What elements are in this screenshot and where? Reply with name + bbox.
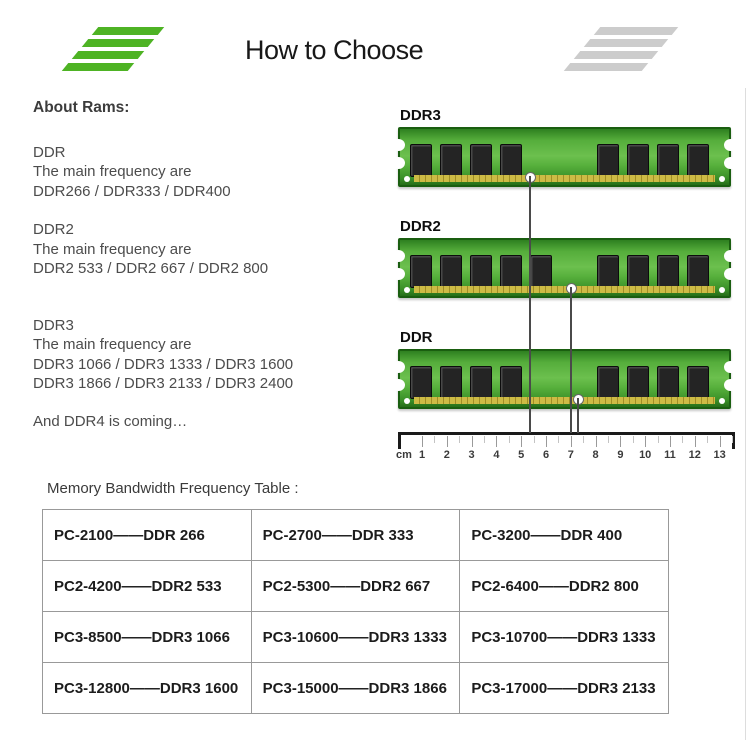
memory-chip	[657, 144, 679, 177]
module-label: DDR	[400, 329, 433, 346]
about-rams-section	[33, 98, 393, 431]
ruler-label: 11	[664, 449, 676, 461]
edge-notch-left	[392, 379, 405, 391]
table-cell: PC3-8500——DDR3 1066	[43, 612, 252, 663]
table-caption: Memory Bandwidth Frequency Table :	[47, 480, 299, 497]
ruler-label: 1	[418, 449, 426, 461]
ram-module-ddr2	[398, 218, 731, 298]
edge-notch-left	[392, 250, 405, 262]
memory-chip	[597, 144, 619, 177]
memory-chip	[470, 144, 492, 177]
memory-chip	[500, 366, 522, 399]
memory-chip	[410, 255, 432, 288]
ruler-tick	[484, 436, 485, 443]
ruler-label: cm	[396, 449, 412, 461]
table-cell: PC-2700——DDR 333	[251, 510, 460, 561]
ruler-tick	[534, 436, 535, 443]
text-line: DDR2 533 / DDR2 667 / DDR2 800	[33, 260, 269, 277]
ruler-tick	[645, 436, 646, 447]
memory-chip	[440, 366, 462, 399]
ruler-tick	[472, 436, 473, 447]
ruler-label: 5	[518, 449, 525, 461]
edge-notch-right	[724, 268, 737, 280]
text-line: The main frequency are	[33, 336, 192, 353]
edge-notch-right	[724, 379, 737, 391]
ruler-tick	[459, 436, 460, 443]
table-cell: PC-3200——DDR 400	[460, 510, 669, 561]
ruler-label: 7	[567, 449, 574, 461]
table-row	[43, 663, 669, 714]
table-cell: PC3-10700——DDR3 1333	[460, 612, 669, 663]
ruler-tick	[658, 436, 659, 443]
gold-contacts	[414, 175, 715, 182]
ruler-tick	[583, 436, 584, 443]
ruler-tick	[521, 436, 522, 447]
memory-chip	[657, 366, 679, 399]
text-line: The main frequency are	[33, 240, 192, 258]
ruler-tick	[633, 436, 634, 443]
edge-notch-right	[724, 157, 737, 169]
notch-pointer-line	[529, 176, 531, 433]
mount-hole	[719, 398, 725, 404]
module-label: DDR2	[400, 218, 441, 235]
table-row	[43, 510, 669, 561]
cm-ruler	[398, 432, 735, 464]
ruler-tick	[732, 436, 733, 443]
edge-notch-left	[392, 139, 405, 151]
memory-chip	[500, 144, 522, 177]
page-title: How to Choose	[245, 35, 424, 65]
memory-chip	[687, 366, 709, 399]
memory-chip	[687, 144, 709, 177]
ruler-label: 6	[542, 449, 550, 461]
pcb-board	[398, 349, 731, 409]
table-cell: PC2-4200——DDR2 533	[43, 561, 252, 612]
mount-hole	[404, 287, 410, 293]
ruler-tick	[670, 436, 671, 447]
memory-chip	[627, 144, 649, 177]
memory-chip	[530, 255, 552, 288]
text-line: DDR266 / DDR333 / DDR400	[33, 182, 231, 200]
edge-notch-right	[724, 250, 737, 262]
memory-chip	[500, 255, 522, 288]
memory-chip	[440, 144, 462, 177]
ruler-tick	[558, 436, 559, 443]
ruler-tick	[682, 436, 683, 443]
memory-chip	[597, 255, 619, 288]
table-cell: PC2-5300——DDR2 667	[251, 561, 460, 612]
memory-chip	[440, 255, 462, 288]
ruler-label: 4	[493, 449, 500, 461]
ruler-tick	[434, 436, 435, 443]
table-cell: PC-2100——DDR 266	[43, 510, 252, 561]
page-edge-line	[745, 88, 746, 740]
notch-pointer-line	[577, 398, 579, 433]
table-cell: PC3-17000——DDR3 2133	[460, 663, 669, 714]
ram-module-ddr3	[398, 107, 731, 187]
ruler-tick	[546, 436, 547, 447]
about-heading: About Rams:	[33, 99, 130, 116]
memory-chip	[627, 255, 649, 288]
ruler-tick	[596, 436, 597, 447]
ruler-tick	[720, 436, 721, 447]
mount-hole	[404, 398, 410, 404]
ddr4-footnote: And DDR4 is coming…	[33, 412, 188, 430]
mount-hole	[719, 176, 725, 182]
ruler-tick	[447, 436, 448, 447]
memory-chip	[410, 144, 432, 177]
memory-chip	[470, 366, 492, 399]
table-row	[43, 561, 669, 612]
edge-notch-left	[392, 361, 405, 373]
memory-chip	[657, 255, 679, 288]
ruler-tick	[496, 436, 497, 447]
memory-chip	[410, 366, 432, 399]
ddr-paragraph	[33, 143, 393, 202]
notch-pointer-line	[570, 287, 572, 433]
table-cell: PC3-10600——DDR3 1333	[251, 612, 460, 663]
ruler-label: 8	[592, 449, 599, 461]
pcb-board	[398, 127, 731, 187]
memory-chip	[627, 366, 649, 399]
ddr3-paragraph	[33, 316, 393, 394]
ram-module-ddr	[398, 329, 731, 409]
table-row	[43, 612, 669, 663]
gold-contacts	[414, 397, 715, 404]
ddr2-paragraph	[33, 220, 393, 279]
ruler-label: 10	[639, 449, 652, 461]
ruler-label: 13	[713, 449, 726, 461]
table-cell: PC3-15000——DDR3 1866	[251, 663, 460, 714]
table-cell: PC3-12800——DDR3 1600	[43, 663, 252, 714]
ruler-label: 3	[468, 449, 475, 461]
ruler-line	[398, 432, 735, 435]
memory-bandwidth-table	[42, 509, 669, 714]
gold-contacts	[414, 286, 715, 293]
mount-hole	[719, 287, 725, 293]
ruler-label: 12	[688, 449, 701, 461]
ruler-tick	[695, 436, 696, 447]
memory-chip	[687, 255, 709, 288]
text-line: DDR2	[33, 221, 74, 238]
text-line: DDR3	[33, 316, 74, 334]
text-line: DDR3 1866 / DDR3 2133 / DDR3 2400	[33, 375, 294, 392]
ruler-tick	[422, 436, 423, 447]
edge-notch-right	[724, 139, 737, 151]
ruler-end-tick	[398, 432, 401, 449]
ruler-tick	[608, 436, 609, 443]
text-line: The main frequency are	[33, 163, 192, 180]
edge-notch-left	[392, 157, 405, 169]
ruler-label: 2	[443, 449, 450, 461]
text-line: DDR	[33, 143, 66, 161]
text-line: DDR3 1066 / DDR3 1333 / DDR3 1600	[33, 355, 294, 373]
memory-chip	[597, 366, 619, 399]
ruler-label: 9	[617, 449, 624, 461]
ruler-tick	[707, 436, 708, 443]
header-banner	[65, 27, 700, 73]
ruler-tick	[509, 436, 510, 443]
module-label: DDR3	[400, 107, 441, 124]
memory-chip	[470, 255, 492, 288]
mount-hole	[404, 176, 410, 182]
edge-notch-right	[724, 361, 737, 373]
ruler-tick	[620, 436, 621, 447]
ruler-tick	[571, 436, 572, 447]
edge-notch-left	[392, 268, 405, 280]
pcb-board	[398, 238, 731, 298]
table-cell: PC2-6400——DDR2 800	[460, 561, 669, 612]
